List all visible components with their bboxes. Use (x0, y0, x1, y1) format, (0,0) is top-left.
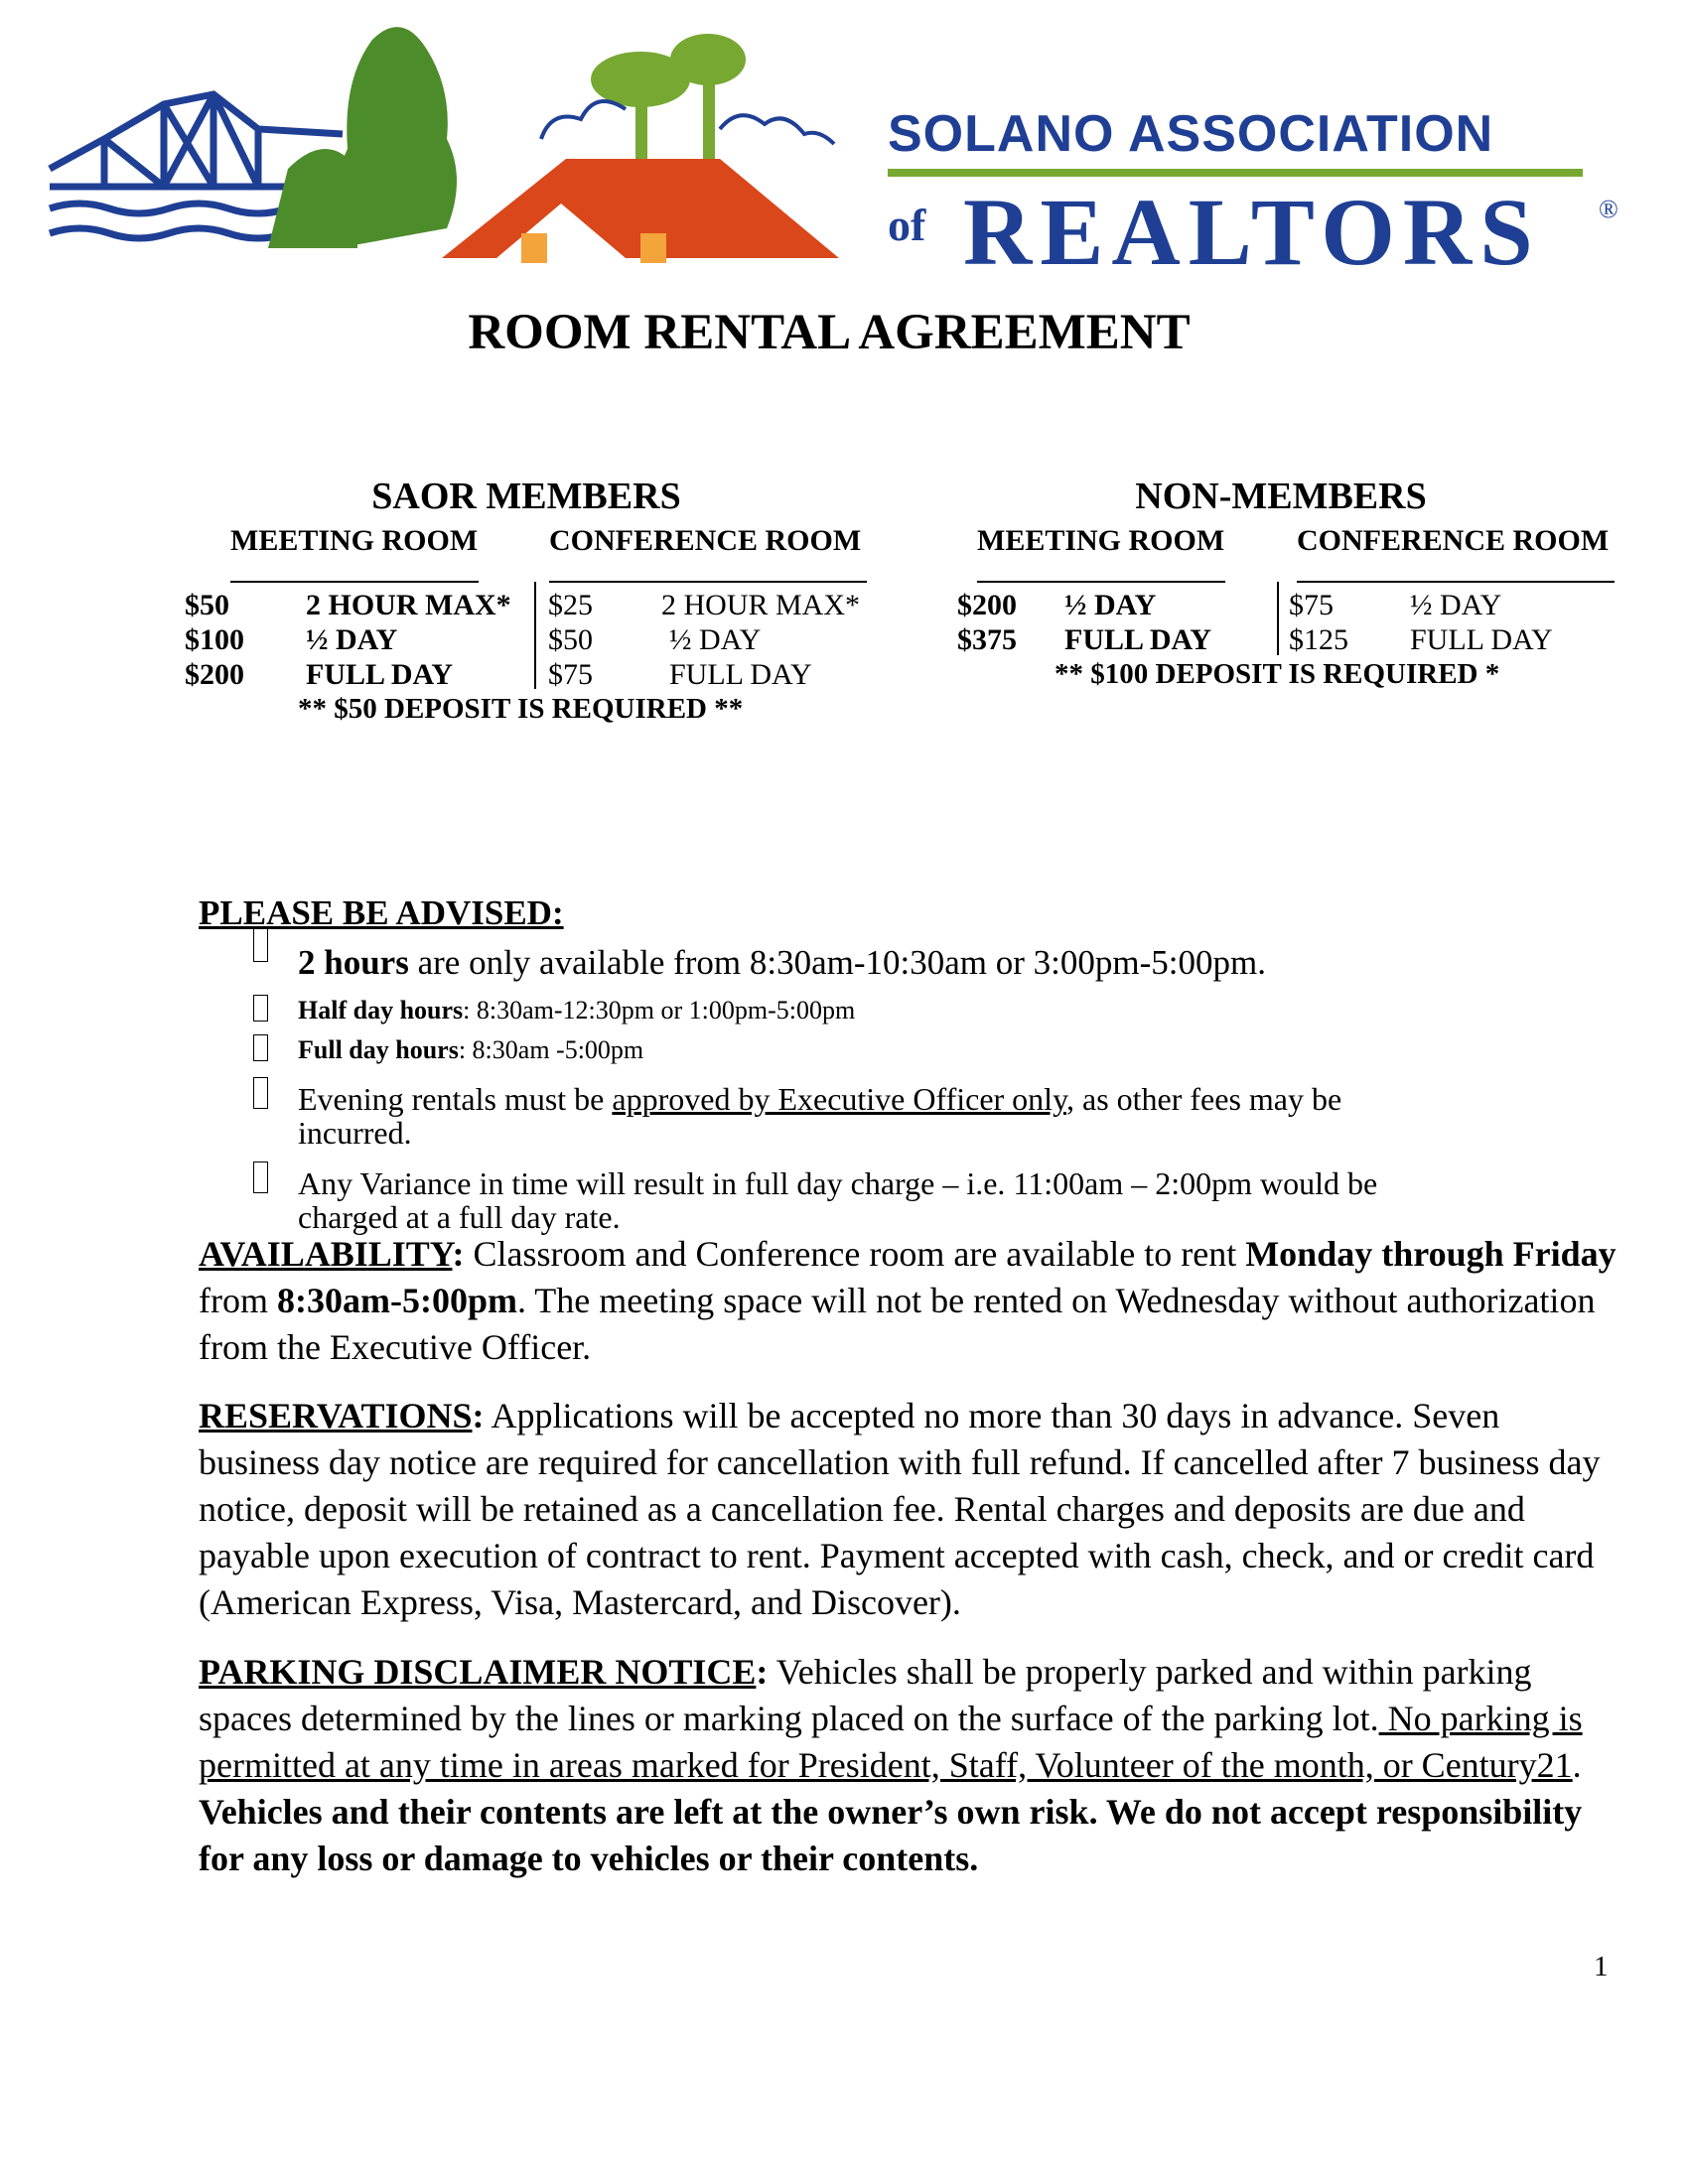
bullet-bold: Full day hours (298, 1035, 459, 1064)
cloud-icon (541, 101, 834, 144)
bullet-two-hours (298, 943, 1266, 983)
nonmembers-conference-term: ½ DAY (1410, 589, 1502, 621)
reservations-paragraph (199, 1393, 1628, 1626)
column-divider (534, 582, 536, 689)
members-conference-term: ½ DAY (669, 623, 762, 656)
nonmembers-conference-price: $75 (1289, 589, 1334, 621)
advised-heading: PLEASE BE ADVISED: (199, 893, 564, 932)
reservations-heading: RESERVATIONS (199, 1396, 473, 1435)
bullet-box-icon (253, 1161, 268, 1193)
colon: : (472, 1396, 485, 1435)
divider (549, 581, 867, 583)
emphasis: Vehicles and their contents are left at the owner’s own risk. We do not accept responsibility for any loss or damage to vehicles or their contents. (199, 1792, 1583, 1878)
paragraph-text: from (199, 1281, 277, 1320)
members-meeting-term: ½ DAY (306, 623, 398, 656)
logo-text-of: of (888, 200, 926, 250)
parking-paragraph (199, 1649, 1628, 1882)
divider (230, 581, 479, 583)
bullet-full-day (298, 1035, 643, 1065)
logo-text-realtors: REALTORS (963, 179, 1541, 285)
colon: : (756, 1652, 769, 1692)
members-conference-term: FULL DAY (669, 658, 812, 691)
paragraph-text: Classroom and Conference room are available to rent (464, 1234, 1246, 1274)
bullet-text: : 8:30am -5:00pm (458, 1035, 644, 1064)
bullet-box-icon (253, 928, 268, 962)
paragraph-text: Applications will be accepted no more than 30 days in advance. Seven business day notice are required for cancellation with full refund. If cancelled after 7 business day notice, deposit will be retained as a cancellation fee. Rental charges and deposits are due and payable upon execution of contract to rent. Payment accepted with cash, check, and or credit card (American Express, Visa, Mastercard, and Discover). (199, 1396, 1601, 1622)
nonmembers-meeting-room-header: MEETING ROOM (977, 524, 1225, 557)
paragraph-text: . The meeting space will not be rented on Wednesday without authorization from the Executive Officer. (199, 1281, 1596, 1367)
bullet-box-icon (253, 1034, 268, 1061)
bullet-text: are only available from 8:30am-10:30am or 3:00pm-5:00pm. (408, 943, 1266, 982)
nonmembers-conference-price: $125 (1289, 623, 1348, 656)
members-conference-price: $75 (548, 658, 593, 691)
bullet-half-day (298, 996, 855, 1025)
nonmembers-meeting-term: ½ DAY (1064, 589, 1157, 621)
members-meeting-price: $200 (185, 658, 244, 691)
bullet-evening (298, 1082, 1341, 1150)
paragraph-text: Vehicles shall be properly parked and within parking spaces determined by the lines or marking placed on the surface of the parking lot. (199, 1652, 1532, 1738)
column-divider (1277, 582, 1279, 655)
document-title: ROOM RENTAL AGREEMENT (468, 305, 1191, 360)
logo-illustration (45, 10, 859, 268)
bullet-text: , as other fees may be (1065, 1081, 1342, 1117)
bullet-text: charged at a full day rate. (298, 1199, 621, 1235)
availability-heading: AVAILABILITY (199, 1234, 453, 1274)
nonmembers-conference-term: FULL DAY (1410, 623, 1553, 656)
nonmembers-heading: NON-MEMBERS (1135, 476, 1427, 517)
bullet-underlined: approved by Executive Officer only (612, 1081, 1066, 1117)
members-conference-price: $25 (548, 589, 593, 621)
bullet-text: Any Variance in time will result in full day charge – i.e. 11:00am – 2:00pm would be (298, 1165, 1378, 1201)
divider (1297, 581, 1615, 583)
registered-mark: ® (1599, 195, 1618, 223)
bullet-bold: Half day hours (298, 996, 464, 1024)
members-meeting-price: $50 (185, 589, 229, 621)
nonmembers-meeting-price: $375 (957, 623, 1017, 656)
house-icon (442, 159, 839, 263)
underlined-text: No parking is permitted at any time in areas marked for President, Staff, Volunteer of the month, or Century21 (199, 1699, 1583, 1785)
page-number: 1 (1594, 1951, 1609, 1982)
parking-heading: PARKING DISCLAIMER NOTICE (199, 1652, 757, 1692)
bullet-bold: 2 hours (298, 943, 409, 982)
nonmembers-conference-room-header: CONFERENCE ROOM (1297, 524, 1610, 557)
members-conference-term: 2 HOUR MAX* (661, 589, 861, 621)
nonmembers-meeting-term: FULL DAY (1064, 623, 1212, 656)
bullet-text: Evening rentals must be (298, 1081, 613, 1117)
members-meeting-room-header: MEETING ROOM (230, 524, 479, 557)
members-conference-room-header: CONFERENCE ROOM (549, 524, 862, 557)
bullet-box-icon (253, 995, 268, 1022)
members-meeting-term: FULL DAY (306, 658, 454, 691)
logo-text-association: SOLANO ASSOCIATION (888, 105, 1494, 163)
members-conference-price: $50 (548, 623, 593, 656)
logo-divider (888, 169, 1583, 177)
availability-paragraph (199, 1231, 1628, 1371)
bullet-text: incurred. (298, 1115, 412, 1151)
tree-icon (268, 27, 457, 248)
bullet-text: : 8:30am-12:30pm or 1:00pm-5:00pm (463, 996, 856, 1024)
members-heading: SAOR MEMBERS (371, 476, 681, 517)
members-meeting-term: 2 HOUR MAX* (306, 589, 511, 621)
bullet-box-icon (253, 1077, 268, 1109)
colon: : (452, 1234, 465, 1274)
emphasis: 8:30am-5:00pm (276, 1281, 517, 1320)
nonmembers-deposit-note: ** $100 DEPOSIT IS REQUIRED * (1055, 658, 1500, 690)
emphasis: Monday through Friday (1245, 1234, 1617, 1274)
bullet-variance (298, 1166, 1377, 1234)
members-meeting-price: $100 (185, 623, 244, 656)
divider (977, 581, 1225, 583)
members-deposit-note: ** $50 DEPOSIT IS REQUIRED ** (298, 693, 744, 725)
nonmembers-meeting-price: $200 (957, 589, 1017, 621)
paragraph-text: . (1572, 1745, 1582, 1785)
